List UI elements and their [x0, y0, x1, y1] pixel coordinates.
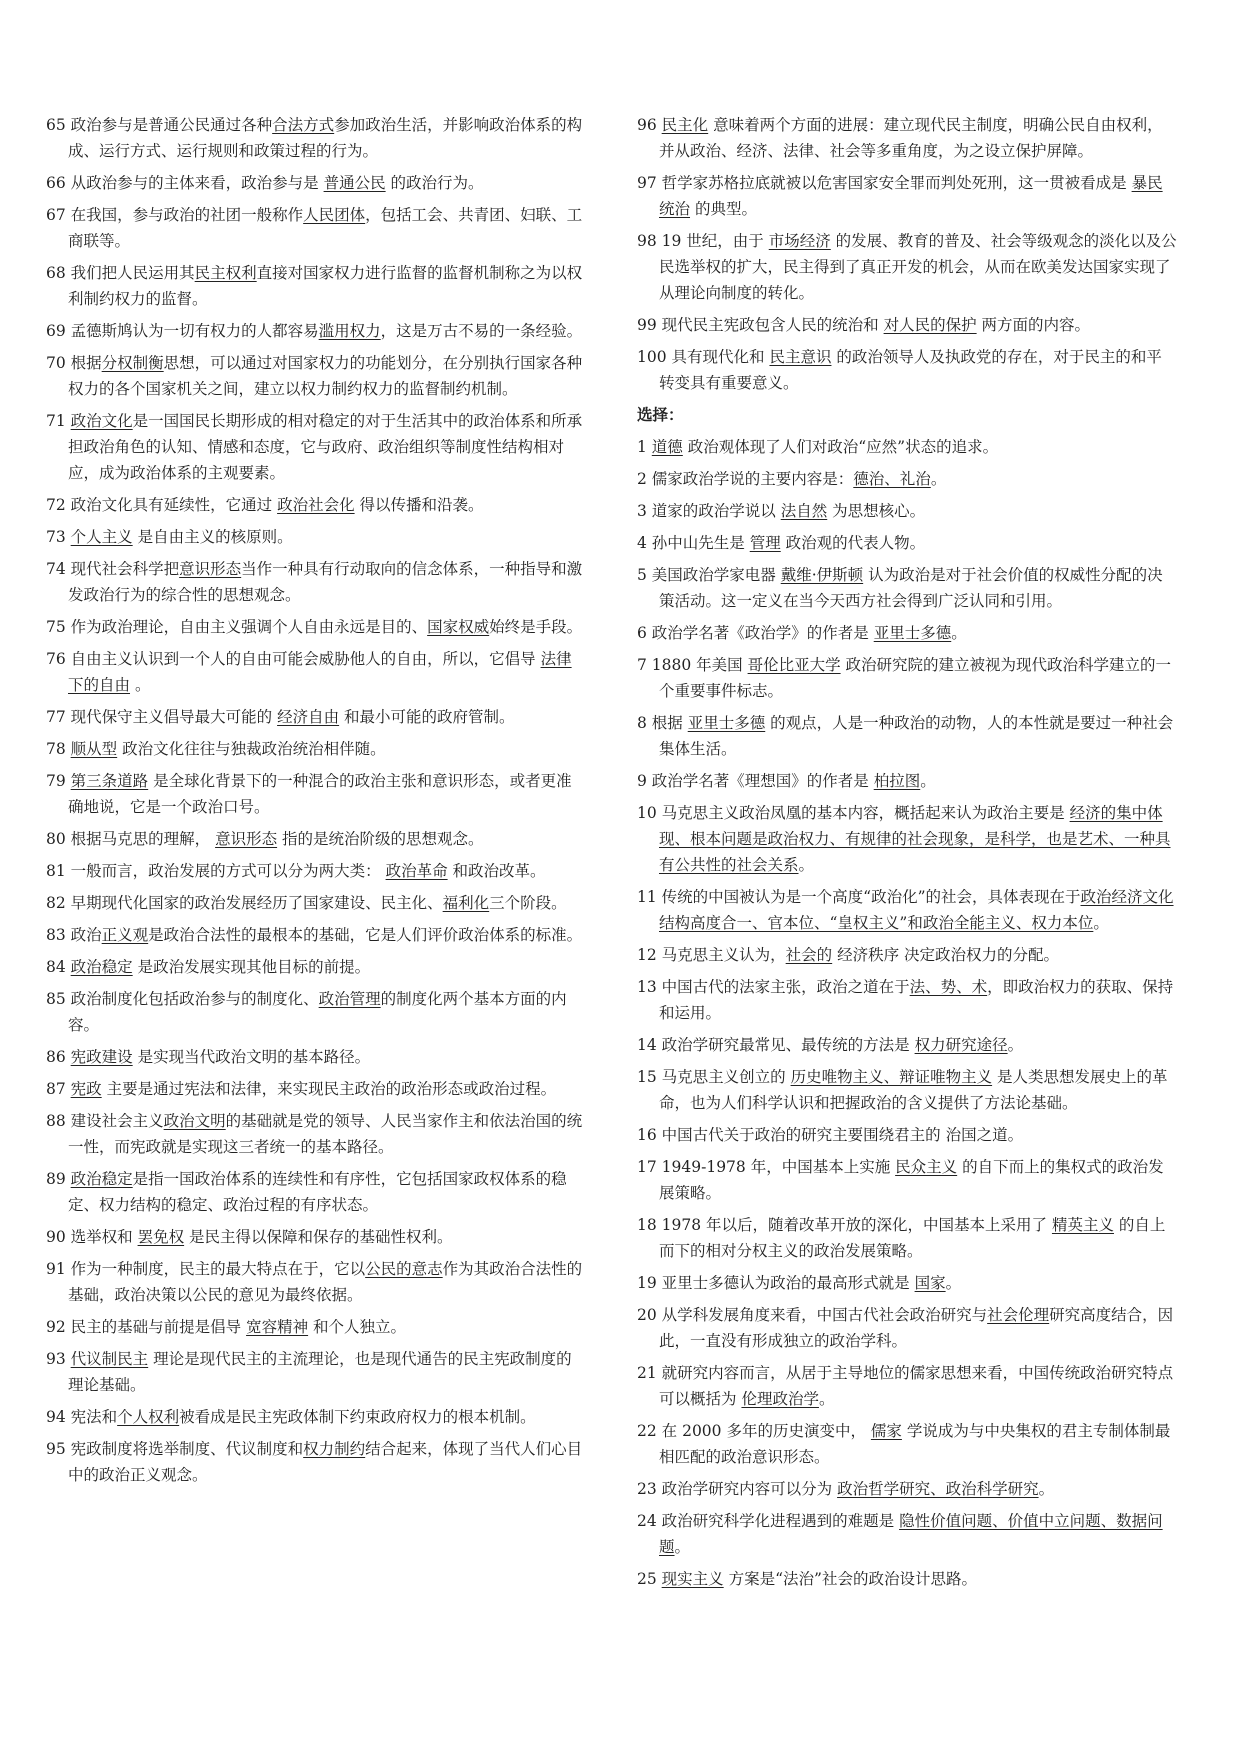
answer-blank: 伦理政治学 — [741, 1390, 819, 1408]
question-text: 三个阶段。 — [489, 894, 567, 912]
question-text: 99 现代民主宪政包含人民的统治和 — [637, 316, 884, 334]
question-item — [637, 1476, 1177, 1502]
answer-blank: 精英主义 — [1051, 1216, 1114, 1234]
answer-blank: 国家 — [914, 1274, 946, 1292]
question-item — [46, 1044, 586, 1070]
question-item — [637, 170, 1177, 222]
answer-blank: 宪政 — [70, 1080, 102, 1098]
answer-blank: 管理 — [749, 534, 781, 552]
question-text: 2 儒家政治学说的主要内容是： — [637, 470, 854, 488]
question-text: 。 — [674, 1538, 691, 1556]
answer-blank: 政治文化 — [70, 412, 133, 430]
question-text: 95 宪政制度将选举制度、代议制度和 — [46, 1440, 304, 1458]
answer-blank: 暴民统治 — [659, 174, 1163, 218]
answer-blank: 第三条道路 — [70, 772, 149, 790]
question-text: 结合起来，体现了当代人们心目中的政治正义观念。 — [68, 1440, 583, 1484]
question-item — [46, 826, 586, 852]
answer-blank: 对人民的保护 — [883, 316, 977, 334]
question-item — [46, 350, 586, 402]
answer-blank: 宪政建设 — [70, 1048, 133, 1066]
answer-blank: 道德 — [651, 438, 683, 456]
question-text: 4 孙中山先生是 — [637, 534, 750, 552]
question-text: 是政治合法性的最根本的基础，它是人们评价政治体系的标准。 — [148, 926, 583, 944]
answer-blank: 政治稳定 — [70, 958, 133, 976]
question-text: 参加政治生活，并影响政治体系的构成、运行方式、运行规则和政策过程的行为。 — [68, 116, 583, 160]
answer-blank: 柏拉图 — [873, 772, 921, 790]
question-item — [46, 1166, 586, 1218]
question-text: 10 马克思主义政治凤凰的基本内容，概括起来认为政治主要是 — [637, 804, 1070, 822]
question-item — [46, 1108, 586, 1160]
question-text: 86 — [46, 1048, 71, 1066]
answer-blank: 意识形态 — [215, 830, 278, 848]
question-text: 。 — [798, 856, 815, 874]
question-text: 89 — [46, 1170, 71, 1188]
question-text: 。 — [930, 470, 947, 488]
question-text: 指的是统治阶级的思想观念。 — [277, 830, 484, 848]
question-text: 作为其政治合法性的基础，政治决策以公民的意见为最终依据。 — [68, 1260, 583, 1304]
question-item — [46, 112, 586, 164]
question-text: 18 1978 年以后，随着改革开放的深化，中国基本上采用了 — [637, 1216, 1052, 1234]
question-text: 74 现代社会科学把 — [46, 560, 180, 578]
question-item — [46, 408, 586, 486]
question-item — [637, 1418, 1177, 1470]
answer-blank: 社会的 — [785, 946, 833, 964]
question-text: 25 — [637, 1570, 662, 1588]
question-text: 。 — [1038, 1480, 1055, 1498]
question-item — [46, 922, 586, 948]
question-text: 经济秩序 决定政治权力的分配。 — [832, 946, 1060, 964]
fill-in-section — [637, 112, 1177, 396]
question-item — [46, 768, 586, 820]
question-text: 100 具有现代化和 — [637, 348, 770, 366]
answer-blank: 代议制民主 — [70, 1350, 149, 1368]
question-item — [637, 344, 1177, 396]
question-text: 8 根据 — [637, 714, 688, 732]
answer-blank: 民主意识 — [769, 348, 832, 366]
question-item — [46, 556, 586, 608]
answer-blank: 个人权利 — [117, 1408, 180, 1426]
answer-blank: 政治文明 — [163, 1112, 226, 1130]
question-text: 和个人独立。 — [308, 1318, 407, 1336]
question-text: 得以传播和沿袭。 — [354, 496, 484, 514]
question-text: 。 — [945, 1274, 962, 1292]
question-item — [46, 704, 586, 730]
question-text: 。 — [130, 676, 151, 694]
question-text: 。 — [1093, 914, 1109, 932]
question-item — [46, 1256, 586, 1308]
question-text: 1 — [637, 438, 652, 456]
question-text: 69 孟德斯鸠认为一切有权力的人都容易 — [46, 322, 319, 340]
answer-blank: 普通公民 — [323, 174, 386, 192]
question-item — [46, 954, 586, 980]
question-item — [637, 1212, 1177, 1264]
answer-blank: 国家权威 — [427, 618, 490, 636]
answer-blank: 政治革命 — [385, 862, 448, 880]
question-text: 的典型。 — [690, 200, 757, 218]
question-text: 理论是现代民主的主流理论，也是现代通告的民主宪政制度的理论基础。 — [68, 1350, 572, 1394]
question-text: 是民主得以保障和保存的基础性权利。 — [184, 1228, 453, 1246]
answer-blank: 民主权利 — [194, 264, 257, 282]
question-text: 67 在我国，参与政治的社团一般称作 — [46, 206, 304, 224]
question-text: 73 — [46, 528, 71, 546]
question-text: 78 — [46, 740, 71, 758]
question-item — [637, 768, 1177, 794]
question-item — [637, 1360, 1177, 1412]
question-text: 的基础就是党的领导、人民当家作主和依法治国的统一性，而宪政就是实现这三者统一的基本路径。 — [68, 1112, 583, 1156]
question-text: 88 建设社会主义 — [46, 1112, 164, 1130]
question-item — [637, 652, 1177, 704]
question-text: 94 宪法和 — [46, 1408, 118, 1426]
question-text: 77 现代保守主义倡导最大可能的 — [46, 708, 278, 726]
question-text: 和最小可能的政府管制。 — [339, 708, 515, 726]
answer-blank: 法律下的自由 — [68, 650, 572, 694]
question-item — [46, 1314, 586, 1340]
answer-blank: 公民的意志 — [365, 1260, 443, 1278]
answer-blank: 社会伦理 — [987, 1306, 1050, 1324]
section-heading: 选择： — [637, 405, 684, 424]
answer-blank: 亚里士多德 — [873, 624, 952, 642]
question-text: 是政治发展实现其他目标的前提。 — [132, 958, 371, 976]
answer-blank: 历史唯物主义、辩证唯物主义 — [790, 1068, 993, 1086]
question-item — [637, 974, 1177, 1026]
question-item — [46, 492, 586, 518]
question-text: 被看成是民主宪政体制下约束政府权力的根本机制。 — [179, 1408, 536, 1426]
question-item — [46, 1404, 586, 1430]
question-text: 方案是“法治”社会的政治设计思路。 — [723, 1570, 977, 1588]
answer-blank: 民众主义 — [895, 1158, 958, 1176]
question-text: 的自下而上的集权式的政治发展策略。 — [659, 1158, 1164, 1202]
question-text: 始终是手段。 — [489, 618, 583, 636]
answer-blank: 经济自由 — [277, 708, 340, 726]
question-item — [637, 1302, 1177, 1354]
question-item — [637, 1032, 1177, 1058]
question-text: 13 中国古代的法家主张，政治之道在于 — [637, 978, 910, 996]
question-text: 20 从学科发展角度来看，中国古代社会政治研究与 — [637, 1306, 988, 1324]
question-item — [46, 1076, 586, 1102]
question-item — [637, 942, 1177, 968]
question-text: 87 — [46, 1080, 71, 1098]
answer-blank: 权力制约 — [303, 1440, 366, 1458]
question-text: 当作一种具有行动取向的信念体系，一种指导和激发政治行为的综合性的思想观念。 — [68, 560, 583, 604]
question-text: 21 就研究内容而言，从居于主导地位的儒家思想来看，中国传统政治研究特点可以概括为 — [637, 1364, 1174, 1408]
question-text: 政治文化往往与独裁政治统治相伴随。 — [117, 740, 386, 758]
answer-blank: 政治稳定 — [70, 1170, 133, 1188]
answer-blank: 正义观 — [101, 926, 149, 944]
question-text: 的自上而下的相对分权主义的政治发展策略。 — [659, 1216, 1166, 1260]
answer-blank: 宽容精神 — [246, 1318, 309, 1336]
question-text: 16 中国古代关于政治的研究主要围绕君主的 治国之道。 — [637, 1126, 1024, 1144]
answer-blank: 罢免权 — [137, 1228, 185, 1246]
answer-blank: 意识形态 — [179, 560, 242, 578]
question-text: 5 美国政治学家电器 — [637, 566, 781, 584]
answer-blank: 滥用权力 — [318, 322, 381, 340]
question-item — [46, 1436, 586, 1488]
answer-blank: 儒家 — [870, 1422, 902, 1440]
question-text: 12 马克思主义认为， — [637, 946, 786, 964]
question-text: ，即政治权力的获取、保持和运用。 — [659, 978, 1174, 1022]
question-text: 14 政治学研究最常见、最传统的方法是 — [637, 1036, 915, 1054]
question-text: 15 马克思主义创立的 — [637, 1068, 791, 1086]
question-text: 85 政治制度化包括政治参与的制度化、 — [46, 990, 319, 1008]
question-text: 91 作为一种制度，民主的最大特点在于，它以 — [46, 1260, 366, 1278]
question-item — [637, 1508, 1177, 1560]
question-text: 是全球化背景下的一种混合的政治主张和意识形态，或者更准确地说，它是一个政治口号。 — [68, 772, 572, 816]
answer-blank: 政治社会化 — [277, 496, 355, 514]
question-item — [637, 312, 1177, 338]
question-item — [46, 986, 586, 1038]
question-item — [46, 1346, 586, 1398]
answer-blank: 福利化 — [442, 894, 490, 912]
question-text: 两方面的内容。 — [976, 316, 1091, 334]
question-text: 是指一国政治体系的连续性和有序性，它包括国家政权体系的稳定、权力结构的稳定、政治过程的有序状态。 — [68, 1170, 567, 1214]
question-item — [637, 1154, 1177, 1206]
question-item — [637, 112, 1177, 164]
question-text: 6 政治学名著《政治学》的作者是 — [637, 624, 874, 642]
question-text: 80 根据马克思的理解， — [46, 830, 216, 848]
question-item — [46, 524, 586, 550]
question-text: 23 政治学研究内容可以分为 — [637, 1480, 838, 1498]
question-text: 思想，可以通过对国家权力的功能划分，在分别执行国家各种权力的各个国家机关之间，建立以权力制约权力的监督制约机制。 — [68, 354, 583, 398]
question-text: 17 1949-1978 年，中国基本上实施 — [637, 1158, 896, 1176]
question-text: 政治观的代表人物。 — [780, 534, 926, 552]
question-text: 72 政治文化具有延续性，它通过 — [46, 496, 278, 514]
answer-blank: 哥伦比亚大学 — [747, 656, 841, 674]
question-text: 81 一般而言，政治发展的方式可以分为两大类： — [46, 862, 386, 880]
question-text: 68 我们把人民运用其 — [46, 264, 195, 282]
question-item — [46, 890, 586, 916]
answer-blank: 法自然 — [780, 502, 828, 520]
question-text: 24 政治研究科学化进程遇到的难题是 — [637, 1512, 900, 1530]
question-item — [637, 1270, 1177, 1296]
answer-blank: 隐性价值问题、价值中立问题、数据问题 — [659, 1512, 1163, 1556]
question-item — [46, 736, 586, 762]
question-text: 政治观体现了人们对政治“应然”状态的追求。 — [682, 438, 999, 456]
question-text: 的发展、教育的普及、社会等级观念的淡化以及公民选举权的扩大，民主得到了真正开发的机会，从而在欧美发达国家实现了从理论向制度的转化。 — [659, 232, 1177, 302]
left-column — [46, 112, 586, 1494]
question-text: 71 — [46, 412, 71, 430]
answer-blank: 政治管理 — [318, 990, 381, 1008]
question-text: 19 亚里士多德认为政治的最高形式就是 — [637, 1274, 915, 1292]
question-text: ，这是万古不易的一条经验。 — [380, 322, 583, 340]
choice-section — [637, 434, 1177, 1592]
question-text: 76 自由主义认识到一个人的自由可能会威胁他人的自由，所以，它倡导 — [46, 650, 541, 668]
question-text: 直接对国家权力进行监督的监督机制称之为以权利制约权力的监督。 — [68, 264, 583, 308]
question-text: 和政治改革。 — [447, 862, 546, 880]
question-text: 的政治领导人及执政党的存在，对于民主的和平转变具有重要意义。 — [659, 348, 1162, 392]
question-text: 82 早期现代化国家的政治发展经历了国家建设、民主化、 — [46, 894, 443, 912]
question-text: 98 19 世纪，由于 — [637, 232, 769, 250]
question-text: 主要是通过宪法和法律，来实现民主政治的政治形态或政治过程。 — [101, 1080, 557, 1098]
question-item — [46, 318, 586, 344]
question-text: 。 — [920, 772, 936, 790]
question-text: 是一国国民长期形成的相对稳定的对于生活其中的政治体系和所承担政治角色的认知、情感和态度，它与政府、政治组织等制度性结构相对应，成为政治体系的主观要素。 — [68, 412, 583, 482]
answer-blank: 民主化 — [661, 116, 709, 134]
answer-blank: 顺从型 — [70, 740, 118, 758]
question-text: 75 作为政治理论，自由主义强调个人自由永远是目的、 — [46, 618, 428, 636]
question-text: 的观点，人是一种政治的动物，人的本性就是要过一种社会集体生活。 — [659, 714, 1174, 758]
question-text: 。 — [1007, 1036, 1024, 1054]
question-item — [637, 620, 1177, 646]
question-text: 为思想核心。 — [827, 502, 926, 520]
question-text: 22 在 2000 多年的历史演变中， — [637, 1422, 871, 1440]
question-item — [46, 170, 586, 196]
question-item — [637, 466, 1177, 492]
question-text: 意味着两个方面的进展：建立现代民主制度，明确公民自由权利，并从政治、经济、法律、社会等多重角度，为之设立保护屏障。 — [659, 116, 1163, 160]
answer-blank: 合法方式 — [272, 116, 335, 134]
answer-blank: 法、势、术 — [909, 978, 988, 996]
question-text: 认为政治是对于社会价值的权威性分配的决策活动。这一定义在当今天西方社会得到广泛认同和引用。 — [659, 566, 1163, 610]
question-text: 9 政治学名著《理想国》的作者是 — [637, 772, 874, 790]
question-text: 65 政治参与是普通公民通过各种 — [46, 116, 273, 134]
question-text: 是实现当代政治文明的基本路径。 — [132, 1048, 371, 1066]
question-text: 研究高度结合，因此，一直没有形成独立的政治学科。 — [659, 1306, 1174, 1350]
question-item — [46, 1224, 586, 1250]
question-text: 11 传统的中国被认为是一个高度“政治化”的社会，具体表现在于 — [637, 888, 1081, 906]
question-text: 。 — [951, 624, 967, 642]
question-item — [46, 614, 586, 640]
question-text: ，包括工会、共青团、妇联、工商联等。 — [68, 206, 583, 250]
question-item — [637, 530, 1177, 556]
question-text: 96 — [637, 116, 662, 134]
question-text: 93 — [46, 1350, 71, 1368]
question-item — [637, 498, 1177, 524]
question-item — [637, 800, 1177, 878]
question-item — [46, 202, 586, 254]
question-item — [637, 1566, 1177, 1592]
question-item — [637, 884, 1177, 936]
answer-blank: 权力研究途径 — [914, 1036, 1008, 1054]
answer-blank: 经济的集中体现、根本问题是政治权力、有规律的社会现象，是科学，也是艺术、一种具有公共性的社会关系 — [659, 804, 1171, 874]
question-text: 学说成为与中央集权的君主专制体制最相匹配的政治意识形态。 — [659, 1422, 1171, 1466]
question-text: 政治研究院的建立被视为现代政治科学建立的一个重要事件标志。 — [659, 656, 1172, 700]
answer-blank: 德治、礼治 — [853, 470, 931, 488]
answer-blank: 市场经济 — [768, 232, 831, 250]
question-text: 83 政治 — [46, 926, 102, 944]
answer-blank: 戴维·伊斯顿 — [780, 566, 864, 584]
answer-blank: 现实主义 — [661, 1570, 724, 1588]
question-text: 79 — [46, 772, 71, 790]
question-text: 92 民主的基础与前提是倡导 — [46, 1318, 247, 1336]
answer-blank: 人民团体 — [303, 206, 366, 224]
question-item — [637, 710, 1177, 762]
answer-blank: 政治经济文化结构高度合一、官本位、“皇权主义”和政治全能主义、权力本位 — [659, 888, 1174, 932]
question-text: 70 根据 — [46, 354, 102, 372]
answer-blank: 政治哲学研究、政治科学研究 — [837, 1480, 1039, 1498]
answer-blank: 个人主义 — [70, 528, 133, 546]
answer-blank: 分权制衡 — [101, 354, 164, 372]
question-text: 66 从政治参与的主体来看，政治参与是 — [46, 174, 324, 192]
question-item — [637, 228, 1177, 306]
question-text: 的制度化两个基本方面的内容。 — [68, 990, 567, 1034]
question-text: 3 道家的政治学说以 — [637, 502, 781, 520]
question-text: 的政治行为。 — [385, 174, 484, 192]
question-item — [637, 1064, 1177, 1116]
question-text: 84 — [46, 958, 71, 976]
question-text: 。 — [818, 1390, 835, 1408]
question-item — [637, 1122, 1177, 1148]
question-item — [46, 858, 586, 884]
question-text: 是人类思想发展史上的革命，也为人们科学认识和把握政治的含义提供了方法论基础。 — [659, 1068, 1168, 1112]
question-item — [637, 562, 1177, 614]
question-item — [637, 434, 1177, 460]
answer-blank: 亚里士多德 — [687, 714, 766, 732]
question-text: 7 1880 年美国 — [637, 656, 748, 674]
right-column — [637, 112, 1177, 1598]
question-text: 90 选举权和 — [46, 1228, 138, 1246]
question-item — [46, 260, 586, 312]
question-text: 97 哲学家苏格拉底就被以危害国家安全罪而判处死刑，这一贯被看成是 — [637, 174, 1132, 192]
question-text: 是自由主义的核原则。 — [132, 528, 293, 546]
question-item — [46, 646, 586, 698]
